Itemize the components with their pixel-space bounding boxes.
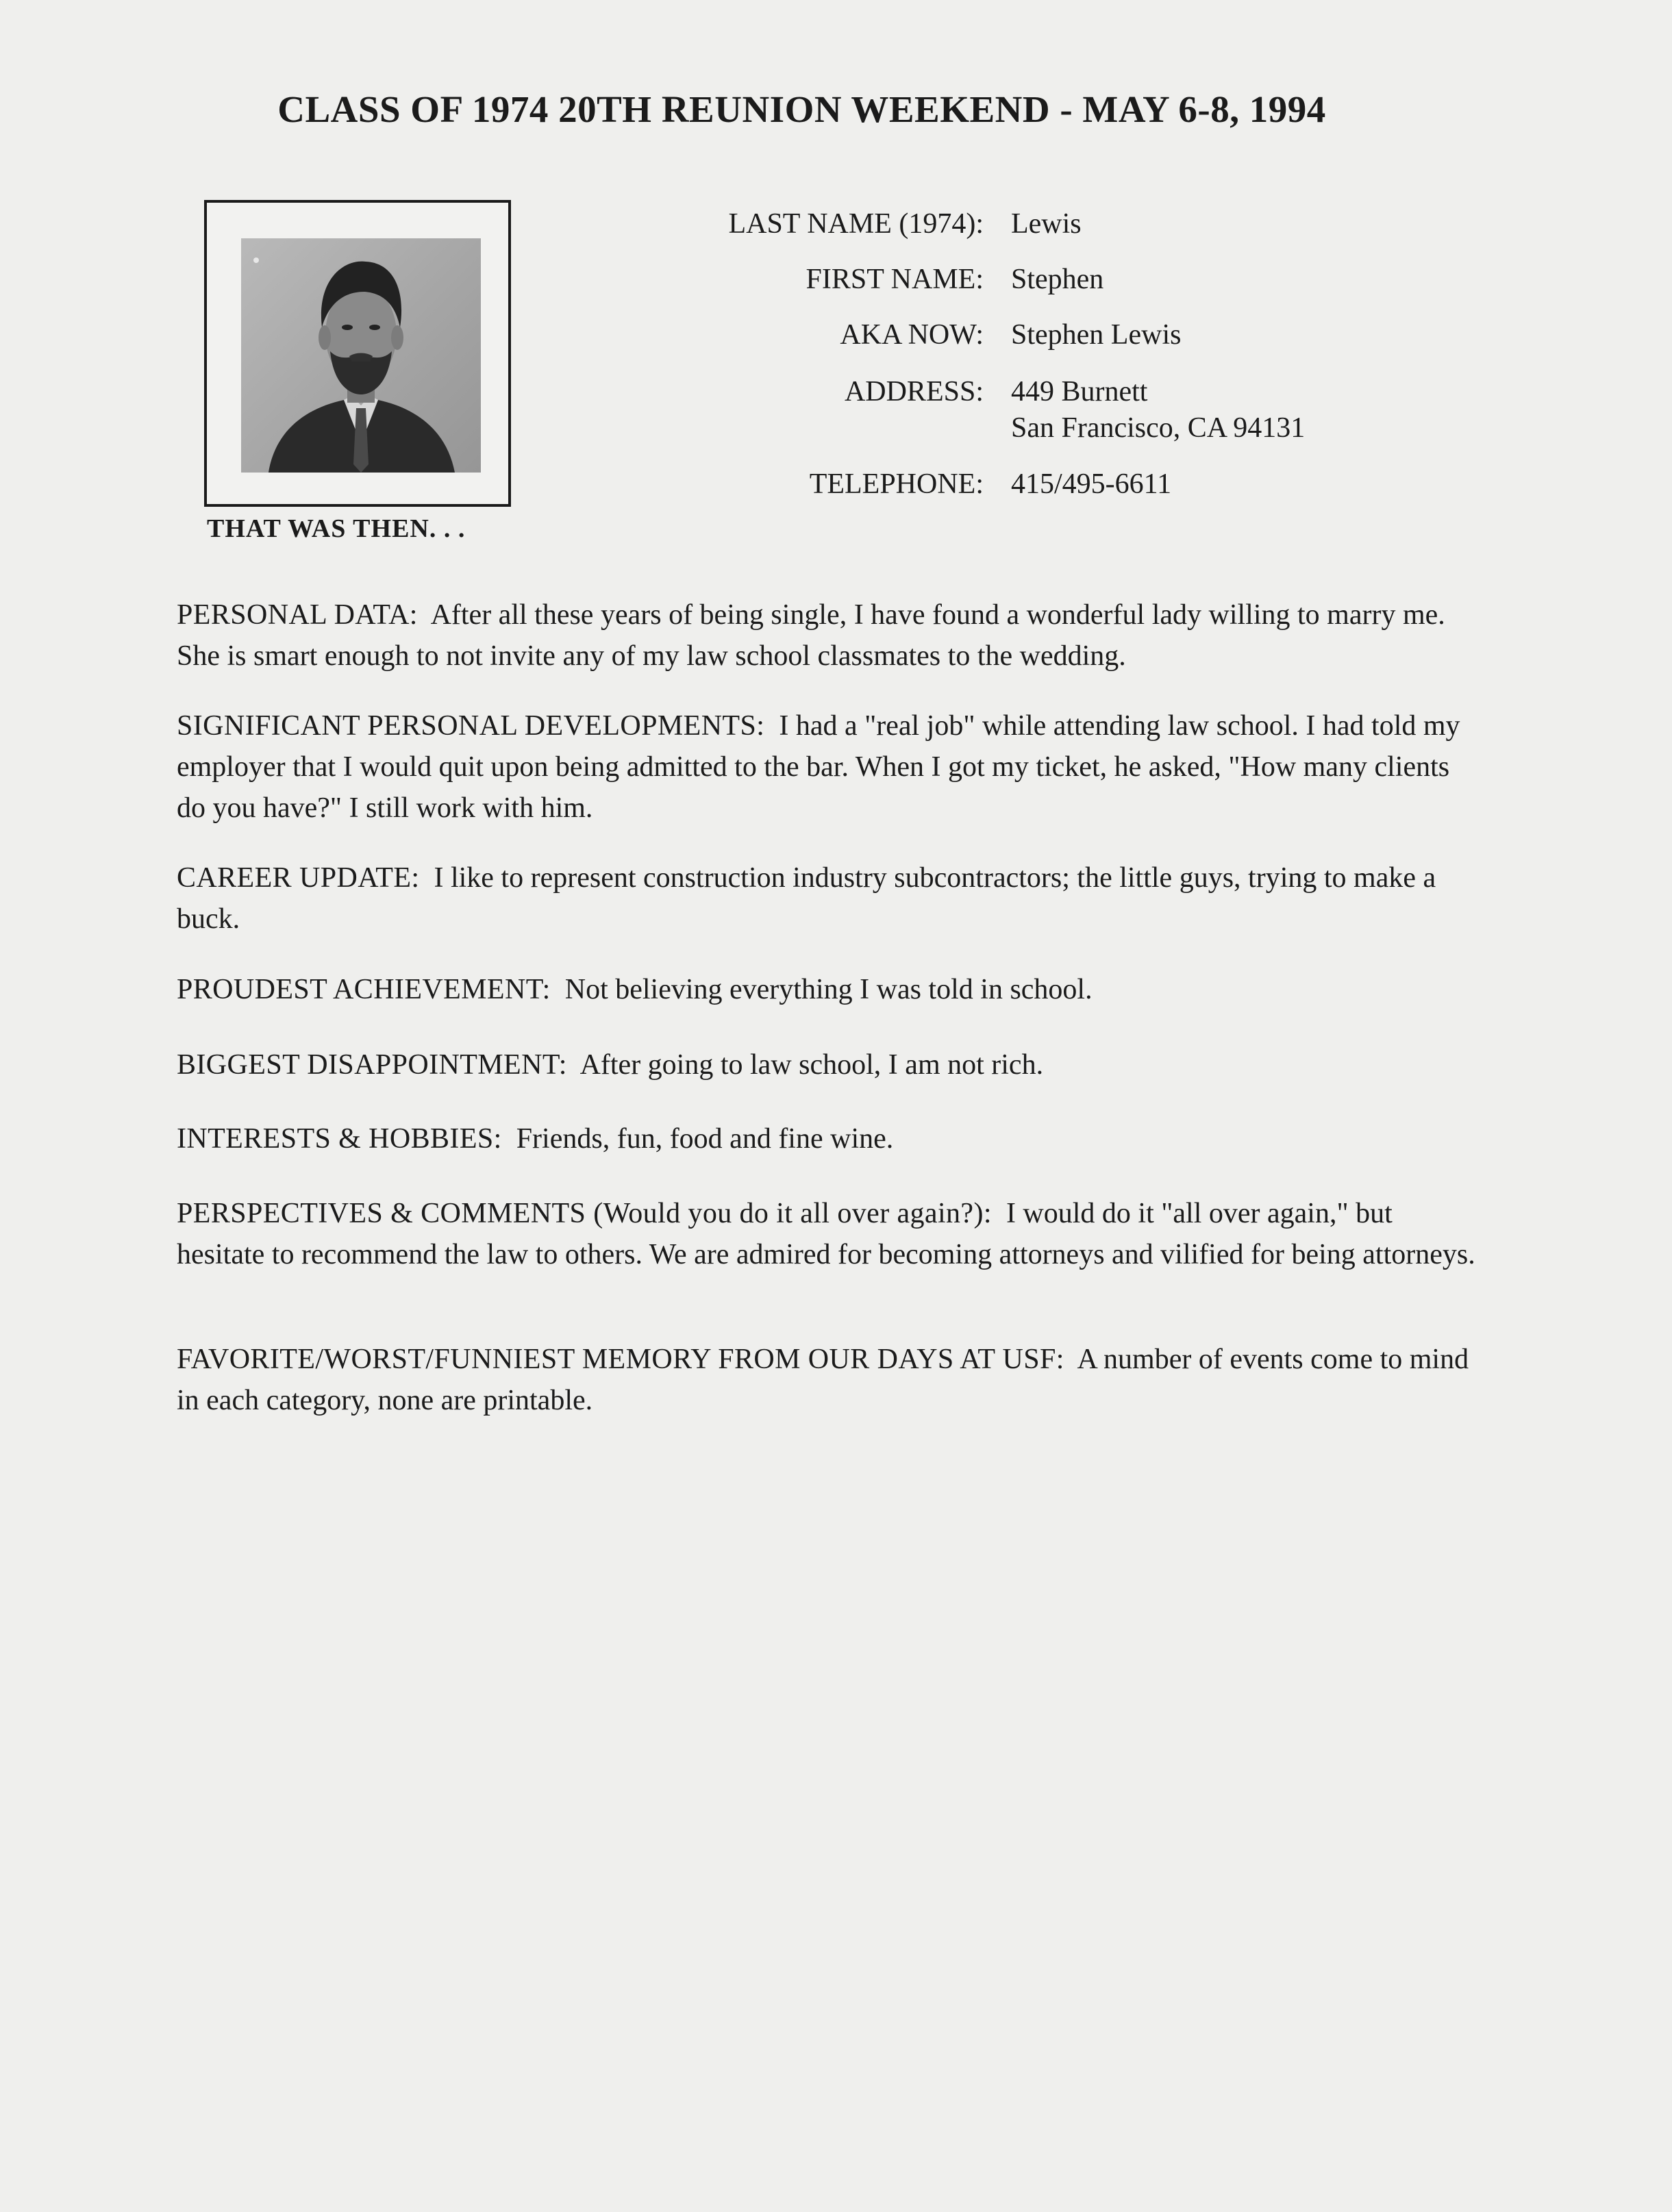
favorite-memory-section [177,1339,1478,1421]
last-name-value: Lewis [1011,208,1082,240]
biggest-disappointment-section [177,1044,1478,1085]
portrait-photo-frame [204,200,511,507]
aka-label: AKA NOW: [840,319,984,351]
aka-value: Stephen Lewis [1011,319,1182,351]
significant-developments-text: I had a "real job" while attending law school. I had told my employer that I would quit upon being admitted to the bar. When I got my ticket, he asked, "How many clients do you have?" I still work with him. [177,710,1460,824]
interests-hobbies-label: INTERESTS & HOBBIES: [177,1123,502,1155]
first-name-label: FIRST NAME: [806,264,984,295]
telephone-value: 415/495-6611 [1011,468,1172,500]
proudest-achievement-label: PROUDEST ACHIEVEMENT: [177,974,551,1005]
first-name-value: Stephen [1011,264,1104,295]
career-update-label: CAREER UPDATE: [177,862,420,894]
portrait-photo [241,238,481,473]
address-line1: 449 Burnett [1011,376,1148,407]
last-name-label: LAST NAME (1974): [728,208,984,240]
portrait-illustration [241,238,481,473]
career-update-section [177,857,1478,940]
perspectives-comments-section [177,1193,1478,1275]
personal-data-label: PERSONAL DATA: [177,599,418,631]
biggest-disappointment-text: After going to law school, I am not rich. [579,1049,1044,1081]
personal-data-text: After all these years of being single, I have found a wonderful lady willing to marry me. She is smart enough to not invite any of my law school classmates to the wedding. [177,599,1445,672]
telephone-label: TELEPHONE: [809,468,984,500]
significant-developments-label: SIGNIFICANT PERSONAL DEVELOPMENTS: [177,710,765,742]
interests-hobbies-text: Friends, fun, food and fine wine. [516,1123,894,1155]
address-line2: San Francisco, CA 94131 [1011,412,1306,444]
proudest-achievement-section [177,969,1478,1010]
perspectives-comments-text: I would do it "all over again," but hesitate to recommend the law to others. We are admired for becoming attorneys and vilified for being attorneys. [177,1198,1475,1270]
page-title: CLASS OF 1974 20TH REUNION WEEKEND - MAY 6-8, 1994 [277,88,1326,130]
proudest-achievement-text: Not believing everything I was told in school. [564,974,1093,1005]
significant-developments-section [177,705,1478,829]
photo-caption: THAT WAS THEN. . . [207,514,466,543]
favorite-memory-label: FAVORITE/WORST/FUNNIEST MEMORY FROM OUR DAYS AT USF: [177,1344,1064,1375]
personal-data-section [177,594,1478,677]
interests-hobbies-section [177,1118,1478,1159]
biggest-disappointment-label: BIGGEST DISAPPOINTMENT: [177,1049,567,1081]
career-update-text: I like to represent construction industry subcontractors; the little guys, trying to make a buck. [177,862,1436,935]
address-label: ADDRESS: [844,376,984,407]
perspectives-comments-label: PERSPECTIVES & COMMENTS (Would you do it all over again?): [177,1198,992,1229]
favorite-memory-text: A number of events come to mind in each category, none are printable. [177,1344,1469,1416]
